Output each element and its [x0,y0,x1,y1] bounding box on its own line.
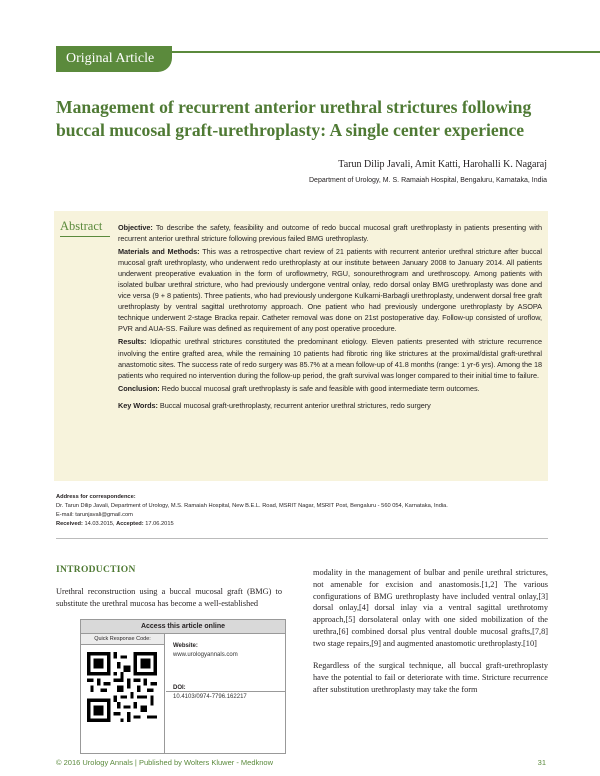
online-info [173,642,247,716]
results-text: Idiopathic urethral strictures constituted the predominant etiology. Eleven patients presented with stricture recurrence involving the entire grafted area, while the remaining 10 patients had fibrotic ring like strictures at the proximal/distal graft-urethral anastomotic sites. The success rate of redo surgery was 85.7% at a mean follow-up of 41.8 months (range: 1 yr-6 yrs). Among the 18 patients who required no intervention during the follow-up period, the graft survival was longer compared to their initial time to failure. [118,337,542,380]
right-column [313,567,548,707]
access-online-header: Access this article online [81,620,285,634]
doi-link[interactable]: 10.4103/0974-7796.162217 [173,694,247,700]
qr-label: Quick Response Code: [81,634,164,645]
objective-text: To describe the safety, feasibility and outcome of redo buccal mucosal graft urethroplasty in patients presenting with recurrent anterior urethral stricture following previous failed BMG urethroplasty. [118,223,542,244]
keywords-label: Key Words: [118,400,158,410]
abstract-conclusion [118,383,542,394]
doi-label: DOI: [173,685,186,691]
correspondence-label: Address for correspondence: [56,494,136,500]
abstract-keywords [118,400,542,411]
right-paragraph-1: modality in the management of bulbar and penile urethral strictures, not amenable for excision and anastomosis.[1,2] The various configurations of BMG urethroplasty have included ventral onlay,[3] dorsal onlay,[4] dorsal inlay via a ventral sagittal urethrotomy approach,[5] dorsolateral onlay with one sided mobilization of the urethra,[6] combined dorsal plus ventral double mucosal grafts,[7,8] two stage repairs,[9] and augmented anastomotic urethroplasty.[10] [313,568,548,648]
introduction-text: Urethral reconstruction using a buccal mucosal graft (BMG) to substitute the urethral mucosa has become a well-established [56,587,282,608]
qr-code-icon[interactable] [87,652,157,722]
article-title: Management of recurrent anterior urethral strictures following buccal mucosal graft-urethroplasty: A single center experience [56,97,532,140]
website-link[interactable]: www.urologyannals.com [173,652,238,658]
website-label: Website: [173,643,198,649]
page-number: 31 [537,758,546,767]
accepted-date: 17.06.2015 [145,521,174,528]
introduction-heading: INTRODUCTION [56,565,136,575]
author-list: Tarun Dilip Javali, Amit Katti, Harohalli K. Nagaraj [338,159,547,170]
abstract-methods [118,246,542,334]
objective-label: Objective: [118,223,153,232]
results-label: Results: [118,337,147,347]
correspondence-address: Dr. Tarun Dilip Javali, Department of Urology, M.S. Ramaiah Hospital, New B.E.L. Road, MSRIT Nagar, MSRIT Post, Bengaluru - 560 054, Karnataka, India. [56,503,448,510]
received-accepted [56,520,556,529]
right-paragraph-2: Regardless of the surgical technique, all buccal graft-urethroplasty have the potential to fail or deteriorate with time. Stricture recurrence after substitution urethroplasty may take the form [313,661,548,694]
abstract-body [118,222,542,413]
abstract-objective [118,222,542,244]
methods-label: Materials and Methods: [118,247,200,257]
received-label: Received: [56,521,83,528]
abstract-label: Abstract [60,219,110,237]
abstract-box [54,211,548,481]
accepted-label: Accepted: [116,521,144,528]
divider [56,538,548,539]
correspondence [56,493,556,529]
received-date: 14.03.2015, [84,521,115,528]
keywords-text: Buccal mucosal graft-urethroplasty, recurrent anterior urethral strictures, redo surgery [159,400,431,410]
conclusion-label: Conclusion: [118,383,160,393]
qr-panel [81,634,165,753]
access-online-box [80,619,286,754]
article-type-tag: Original Article [56,46,172,72]
online-divider [166,691,285,692]
methods-text: This was a retrospective chart review of 21 patients with recurrent anterior urethral stricture after buccal mucosal graft urethroplasty, who underwent redo urethroplasty at our institute between January 2008 to January 2014. All patients underwent preoperative evaluation in the form of uroflowmetry, RGU, sonourethrogram and urethroscopy. Among patients with isolated bulbar urethral stricture, who had previously undergone ventral onlay, redo dorsal onlay BMG urethroplasty was done and vice versa (9 + 8 patients). Three patients, who had previously undergone Kulkarni-Barbagli urethroplasty, underwent dorsal free graft urethroplasty by ventral sagittal urethrotomy approach. One patient who had previously undergone urethroplasty by ASOPA technique underwent 2-stage Bracka repair. Catheter removal was done on 21st postoperative day. Follow-up consisted of uroflow, PVR and AUA-SS. Failure was defined as requirement of any post operative procedure. [118,247,542,334]
abstract-results [118,336,542,380]
footer-copyright: © 2016 Urology Annals | Published by Wolters Kluwer - Medknow [56,758,274,767]
affiliation: Department of Urology, M. S. Ramaiah Hospital, Bengaluru, Karnataka, India [309,177,547,184]
correspondence-email[interactable]: E-mail: tarunjavali@gmail.com [56,512,133,519]
conclusion-text: Redo buccal mucosal graft urethroplasty is safe and feasible with good intermediate term outcomes. [161,383,480,393]
